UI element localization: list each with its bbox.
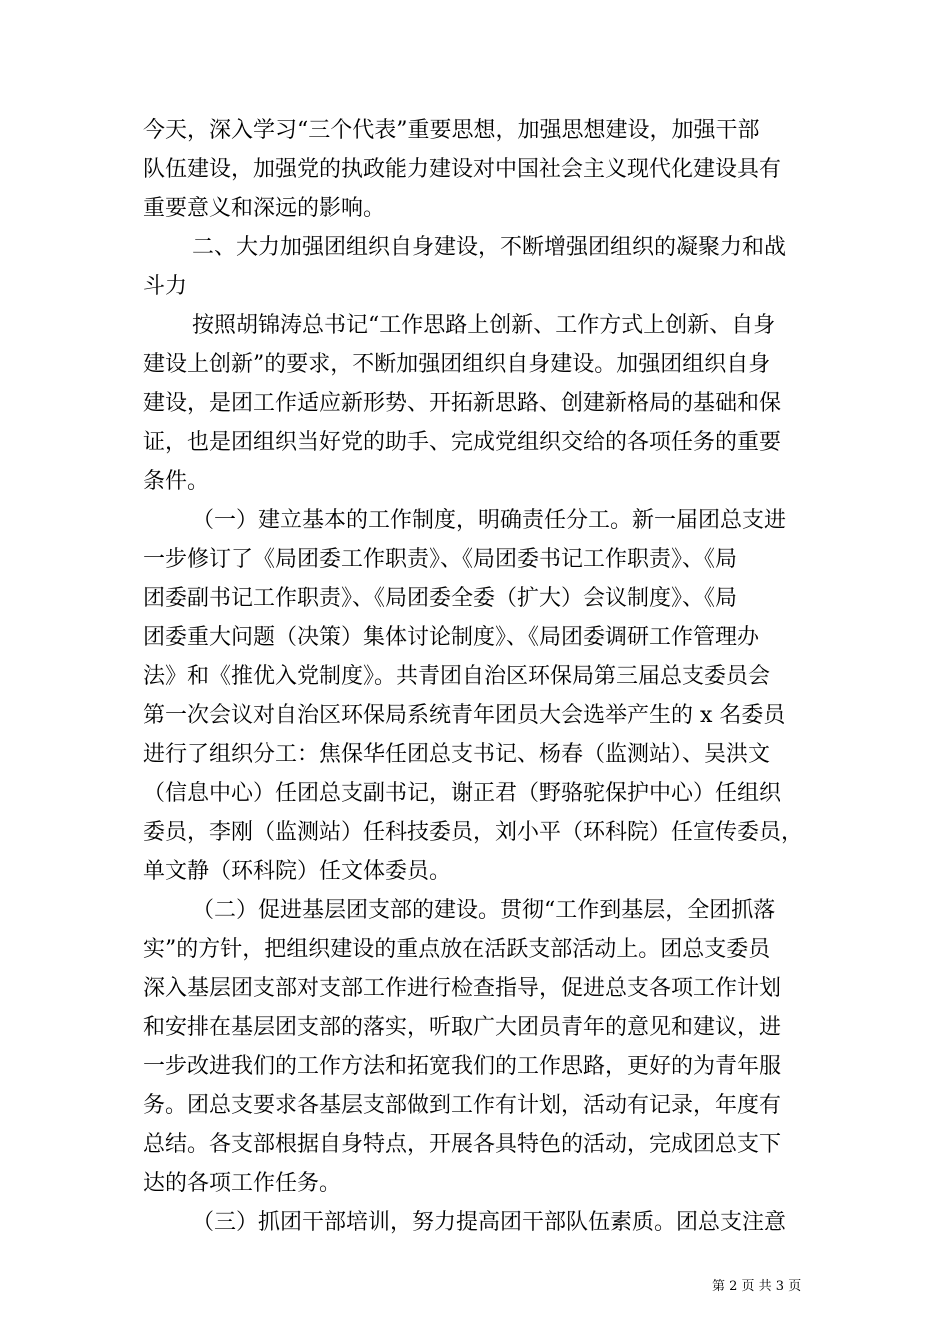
paragraph-line: 单文静（环科院）任文体委员。	[143, 859, 452, 884]
paragraph-line: 证，也是团组织当好党的助手、完成党组织交给的各项任务的重要	[143, 430, 782, 455]
paragraph-line: 务。团总支要求各基层支部做到工作有计划，活动有记录，年度有	[143, 1093, 782, 1118]
paragraph-line: 按照胡锦涛总书记“工作思路上创新、工作方式上创新、自身	[192, 313, 776, 338]
paragraph-line: 第一次会议对自治区环保局系统青年团员大会选举产生的 x 名委员	[143, 703, 786, 728]
paragraph-line: 条件。	[143, 469, 210, 494]
paragraph-line: 重要意义和深远的影响。	[143, 196, 386, 221]
paragraph-line: 总结。各支部根据自身特点，开展各具特色的活动，完成团总支下	[143, 1132, 782, 1157]
section-heading-line: 斗力	[143, 274, 188, 299]
paragraph-line: （二）促进基层团支部的建设。贯彻“工作到基层，全团抓落	[192, 898, 776, 923]
paragraph-line: 团委副书记工作职责》、《局团委全委（扩大）会议制度》、《局	[143, 586, 738, 611]
paragraph-line: 一步改进我们的工作方法和拓宽我们的工作思路，更好的为青年服	[143, 1054, 782, 1079]
paragraph-line: 建设上创新”的要求，不断加强团组织自身建设。加强团组织自身	[143, 352, 771, 377]
page-number-footer: 第 2 页 共 3 页	[712, 1279, 802, 1294]
paragraph-line: （一）建立基本的工作制度，明确责任分工。新一届团总支进	[192, 508, 787, 533]
paragraph-line: 和安排在基层团支部的落实，听取广大团员青年的意见和建议，进	[143, 1015, 782, 1040]
paragraph-line: 进行了组织分工：焦保华任团总支书记、杨春（监测站）、吴洪文	[143, 742, 771, 767]
paragraph-line: 达的各项工作任务。	[143, 1171, 342, 1196]
paragraph-line: （三）抓团干部培训，努力提高团干部队伍素质。团总支注意	[192, 1210, 787, 1235]
paragraph-line: 队伍建设，加强党的执政能力建设对中国社会主义现代化建设具有	[143, 157, 782, 182]
paragraph-line: 团委重大问题（决策）集体讨论制度》、《局团委调研工作管理办	[143, 625, 760, 650]
section-heading-line: 二、大力加强团组织自身建设，不断增强团组织的凝聚力和战	[192, 235, 787, 260]
paragraph-line: 深入基层团支部对支部工作进行检查指导，促进总支各项工作计划	[143, 976, 782, 1001]
paragraph-line: （信息中心）任团总支副书记，谢正君（野骆驼保护中心）任组织	[143, 781, 782, 806]
paragraph-line: 一步修订了《局团委工作职责》、《局团委书记工作职责》、《局	[143, 547, 738, 572]
paragraph-line: 法》和《推优入党制度》。共青团自治区环保局第三届总支委员会	[143, 664, 771, 689]
paragraph-line: 实”的方针，把组织建设的重点放在活跃支部活动上。团总支委员	[143, 937, 771, 962]
paragraph-line: 建设，是团工作适应新形势、开拓新思路、创建新格局的基础和保	[143, 391, 782, 416]
paragraph-line: 委员，李刚（监测站）任科技委员，刘小平（环科院）任宣传委员，	[143, 820, 804, 845]
paragraph-line: 今天，深入学习“三个代表”重要思想，加强思想建设，加强干部	[143, 118, 760, 143]
